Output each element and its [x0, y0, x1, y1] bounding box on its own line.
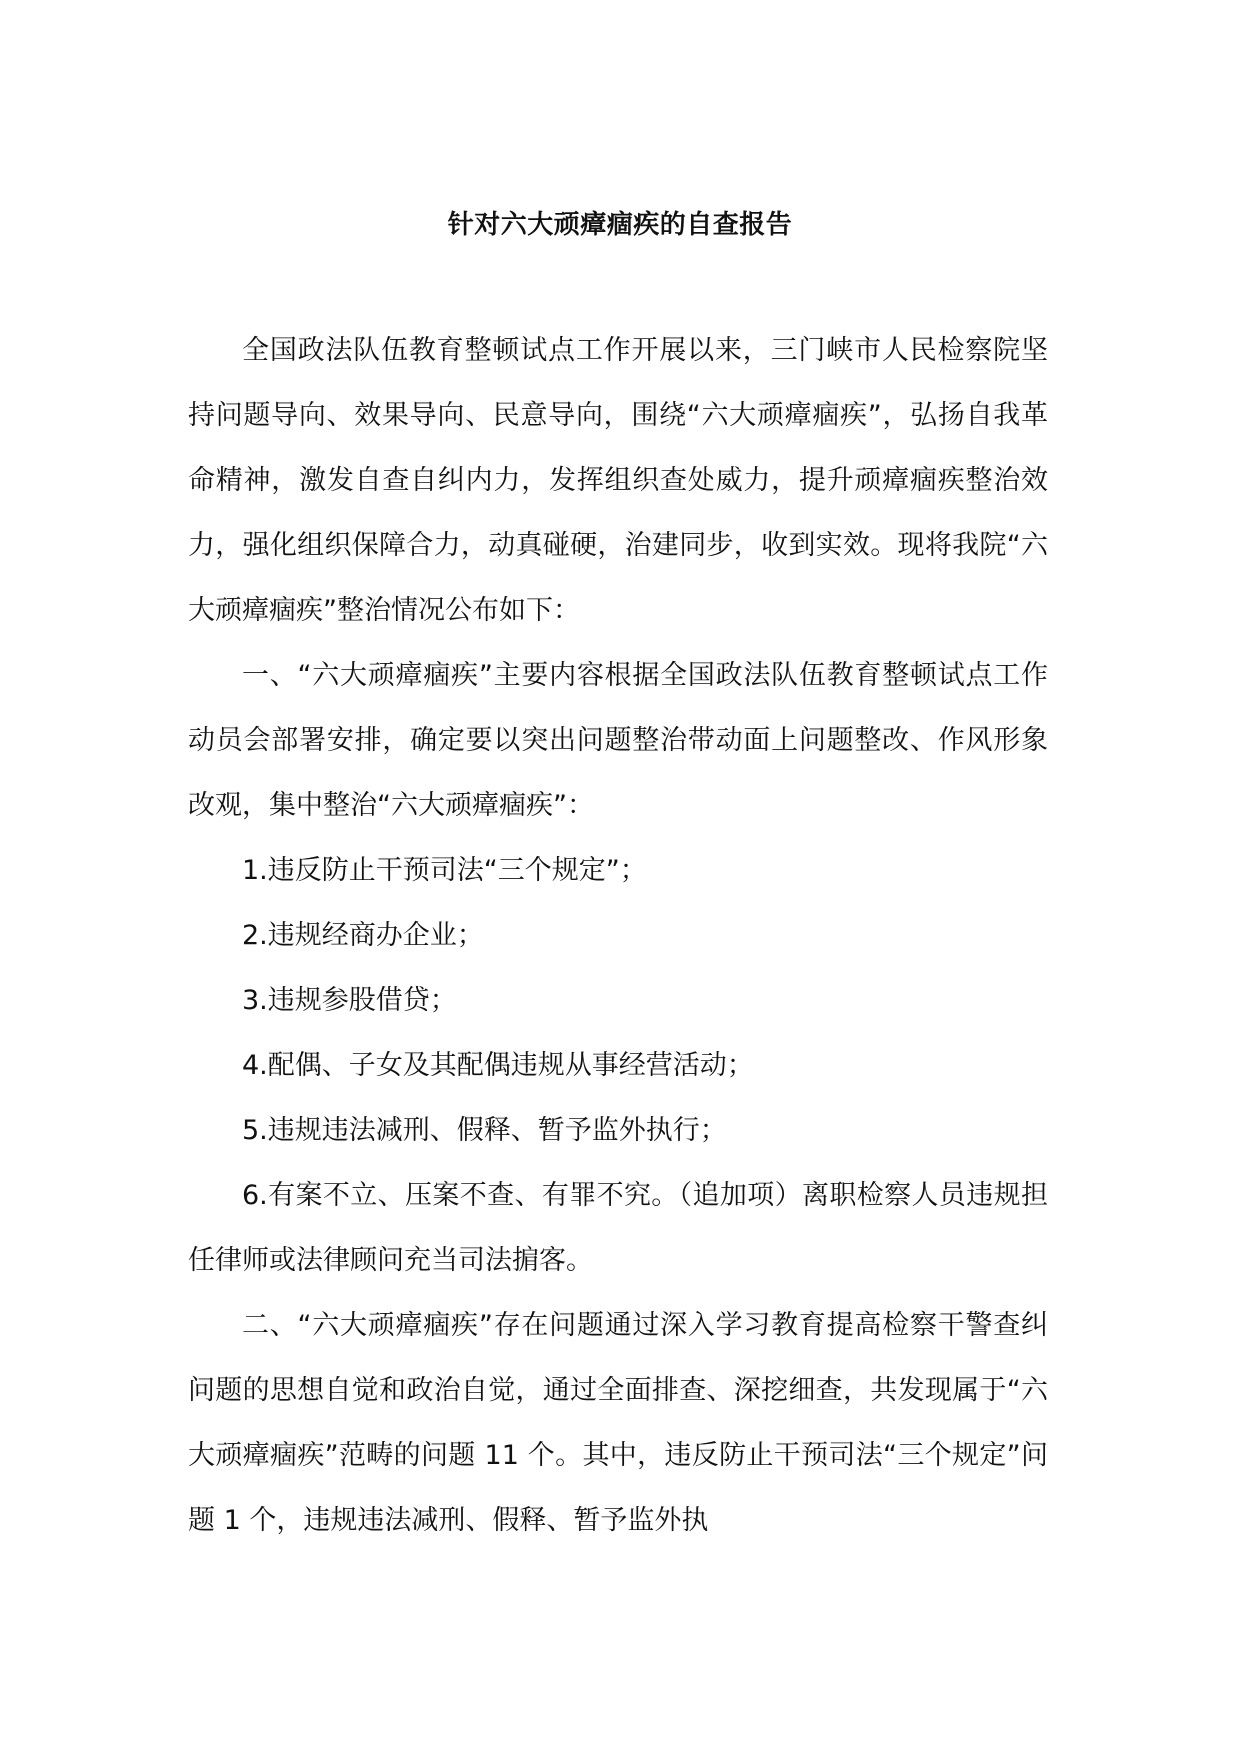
- paragraph-intro: 全国政法队伍教育整顿试点工作开展以来，三门峡市人民检察院坚持问题导向、效果导向、民意导向，围绕“六大顽瘴痼疾”，弘扬自我革命精神，激发自查自纠内力，发挥组织查处威力，提升顽瘴痼疾整治效力，强化组织保障合力，动真碰硬，治建同步，收到实效。现将我院“六大顽瘴痼疾”整治情况公布如下：: [188, 335, 1048, 626]
- list-item-3: 3.违规参股借贷；: [242, 985, 457, 1016]
- document-body: [188, 318, 1048, 1553]
- list-item-1: 1.违反防止干预司法“三个规定”；: [242, 855, 647, 886]
- paragraph-section-two: 二、“六大顽瘴痼疾”存在问题通过深入学习教育提高检察干警查纠问题的思想自觉和政治自觉，通过全面排查、深挖细查，共发现属于“六大顽瘴痼疾”范畴的问题 11 个。其中，违反防止干预司法“三个规定”问题 1 个，违规违法减刑、假释、暂予监外执: [188, 1310, 1048, 1536]
- list-item-5: 5.违规违法减刑、假释、暂予监外执行；: [242, 1115, 727, 1146]
- document-title: 针对六大顽瘴痼疾的自查报告: [447, 210, 793, 240]
- paragraph-section-one: 一、“六大顽瘴痼疾”主要内容根据全国政法队伍教育整顿试点工作动员会部署安排，确定要以突出问题整治带动面上问题整改、作风形象改观，集中整治“六大顽瘴痼疾”：: [188, 660, 1048, 821]
- list-item-4: 4.配偶、子女及其配偶违规从事经营活动；: [242, 1050, 754, 1081]
- list-item-6: 6.有案不立、压案不查、有罪不究。（追加项）离职检察人员违规担任律师或法律顾问充当司法掮客。: [188, 1180, 1048, 1276]
- list-item-2: 2.违规经商办企业；: [242, 920, 484, 951]
